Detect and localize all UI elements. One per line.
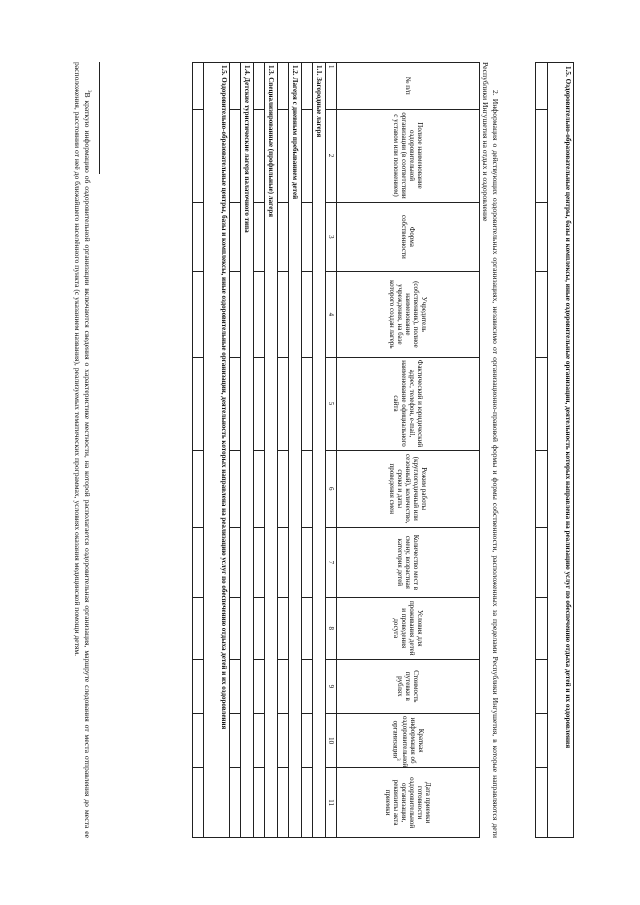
top-table-title: 1.5. Оздоровительно-образовательные центры, базы и комплексы, иные оздоровительные организации, деятельность которых направлена на реализацию услуг по обеспечению отдыха детей и их оздоровления: [548, 63, 574, 838]
column-number: 2: [326, 109, 337, 202]
section-row: [265, 63, 278, 838]
column-number: 5: [326, 357, 337, 450]
section-row: [241, 63, 254, 838]
table-row: [278, 63, 289, 838]
column-number: 8: [326, 597, 337, 659]
header-row: [337, 63, 480, 838]
table-row: [230, 63, 241, 838]
table-row: [193, 63, 204, 838]
intro-text: 2. Информация о действующих оздоровительных организациях, независимо от организационно-правовой формы и формы собственности, расположенных за пределами Республики Ингушетия, в которые направляются дети Республики Ингушетия на отдых и оздоровление: [481, 62, 500, 838]
intro-paragraph: [481, 62, 500, 838]
footnote-mark: 3: [86, 90, 91, 93]
column-number: 7: [326, 528, 337, 598]
header-cell: Полное наименование оздоровительной организации (в соответствии с уставом или положением): [337, 109, 480, 202]
header-cell-text: Краткая информация об оздоровительной организации: [391, 716, 425, 768]
section-row: [289, 63, 302, 838]
header-cell: Форма собственности: [337, 202, 480, 272]
column-number: 4: [326, 272, 337, 357]
column-number: 6: [326, 450, 337, 528]
header-cell: Количество мест в смену, возрастная категория детей: [337, 528, 480, 598]
section-title: 1.4. Детские туристические лагеря палаточного типа: [241, 63, 254, 838]
footnote: [73, 62, 93, 838]
section-title: 1.3. Специализированные (профильные) лагеря: [265, 63, 278, 838]
header-cell: Стоимость путевки в рублях: [337, 659, 480, 713]
section-title: 1.2. Лагеря с дневным пребыванием детей: [289, 63, 302, 838]
header-cell: Условия для проживания детей и проведения досуга: [337, 597, 480, 659]
header-cell: Фактический и юридический адрес, телефон, e-mail, наименование официального сайта: [337, 357, 480, 450]
footnote-separator: [99, 62, 100, 174]
header-note-mark: 3: [394, 758, 400, 761]
header-cell: № п/п: [337, 63, 480, 110]
header-cell: Режим работы (круглогодичный или сезонный), количество, сроки и даты проведения смен: [337, 450, 480, 528]
table-row: [302, 63, 313, 838]
column-number: 1: [326, 63, 337, 110]
header-cell: Учредитель (собственник), полное наименование учреждения, на базе которого создан лагерь: [337, 272, 480, 357]
section-row: [204, 63, 230, 838]
main-table: [192, 62, 480, 838]
column-number: 3: [326, 202, 337, 272]
column-number: 11: [326, 768, 337, 838]
header-cell: Дата приемки готовности оздоровительной организации, реквизиты акта приемки: [337, 768, 480, 838]
table-row: [254, 63, 265, 838]
header-cell-note: [337, 714, 480, 768]
column-number: 10: [326, 714, 337, 768]
top-table-empty-row: [536, 63, 548, 838]
section-row: [313, 63, 326, 838]
section-title: 1.5. Оздоровительно-образовательные центры, базы и комплексы, иные оздоровительные организации, деятельность которых направлена на реализацию услуг по обеспечению отдыха детей и их оздоровления: [204, 63, 230, 838]
column-number-row: [326, 63, 337, 838]
column-number: 9: [326, 659, 337, 713]
footnote-text: В краткую информацию об оздоровительной организации включаются сведения о характеристике местности, на которой располагается оздоровительная организация, маршруте следования от места отправления до места ее расположения, расстоянии от неё до ближайшего населённого пункта (с указанием названия), реализуемых тематических программах, условиях оказания медицинской помощи детям.: [73, 62, 92, 838]
section-title: 1.1. Загородные лагеря: [313, 63, 326, 838]
top-table: [535, 62, 574, 838]
